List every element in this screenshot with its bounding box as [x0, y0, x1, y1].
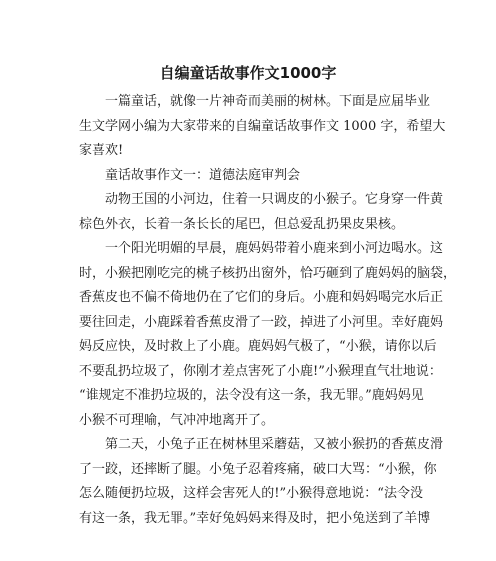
- text-line: 一篇童话，就像一片神奇而美丽的树林。下面是应届毕业: [105, 94, 431, 109]
- paragraph-intro: [79, 90, 446, 164]
- text-line: 生文学网小编为大家带来的自编童话故事作文 1000 字，希望大: [79, 118, 446, 134]
- text-line: 要往回走，小鹿踩着香蕉皮滑了一跤，掉进了小河里。幸好鹿妈: [79, 314, 444, 330]
- text-line: 了一跤，还摔断了腿。小兔子忍着疼痛，破口大骂：“小猴，你: [79, 461, 437, 477]
- text-line: 时，小猴把刚吃完的桃子核扔出窗外，恰巧砸到了鹿妈妈的脑袋，: [79, 265, 457, 281]
- text-line: 动物王国的小河边，住着一只调皮的小猴子。它身穿一件黄: [105, 192, 444, 207]
- text-line: 有这一条，我无罪。”幸好兔妈妈来得及时，把小兔送到了羊博: [79, 510, 431, 526]
- text-line: 童话故事作文一：道德法庭审判会: [105, 167, 301, 183]
- section-heading: [79, 164, 423, 189]
- paragraph-rabbit: [79, 433, 444, 531]
- text-line: 一个阳光明媚的早晨，鹿妈妈带着小鹿来到小河边喝水。这: [105, 241, 444, 256]
- text-line: 棕色外衣，长着一条长长的尾巴，但总爱乱扔果皮果核。: [79, 216, 405, 232]
- paragraph-deer: [79, 237, 457, 433]
- paragraph-monkey: [79, 188, 444, 237]
- text-line: 第二天，小兔子正在树林里采蘑菇，又被小猴扔的香蕉皮滑: [105, 437, 444, 452]
- text-line: 家喜欢!: [79, 143, 124, 158]
- text-line: “谁规定不准扔垃圾的，法令没有这一条，我无罪。”鹿妈妈见: [79, 388, 424, 403]
- document-title: 自编童话故事作文1000字: [159, 64, 337, 82]
- document-body: [79, 90, 457, 531]
- text-line: 怎么随便扔垃圾，这样会害死人的!”小猴得意地说：“法令没: [79, 486, 423, 501]
- text-line: 妈反应快，及时救上了小鹿。鹿妈妈气极了，“小猴，请你以后: [79, 339, 437, 354]
- text-line: 小猴不可理喻，气冲冲地离开了。: [79, 412, 275, 428]
- text-line: 香蕉皮也不偏不倚地仍在了它们的身后。小鹿和妈妈喝完水后正: [79, 290, 444, 305]
- text-line: 不要乱扔垃圾了，你刚才差点害死了小鹿!”小猴理直气壮地说：: [79, 363, 442, 379]
